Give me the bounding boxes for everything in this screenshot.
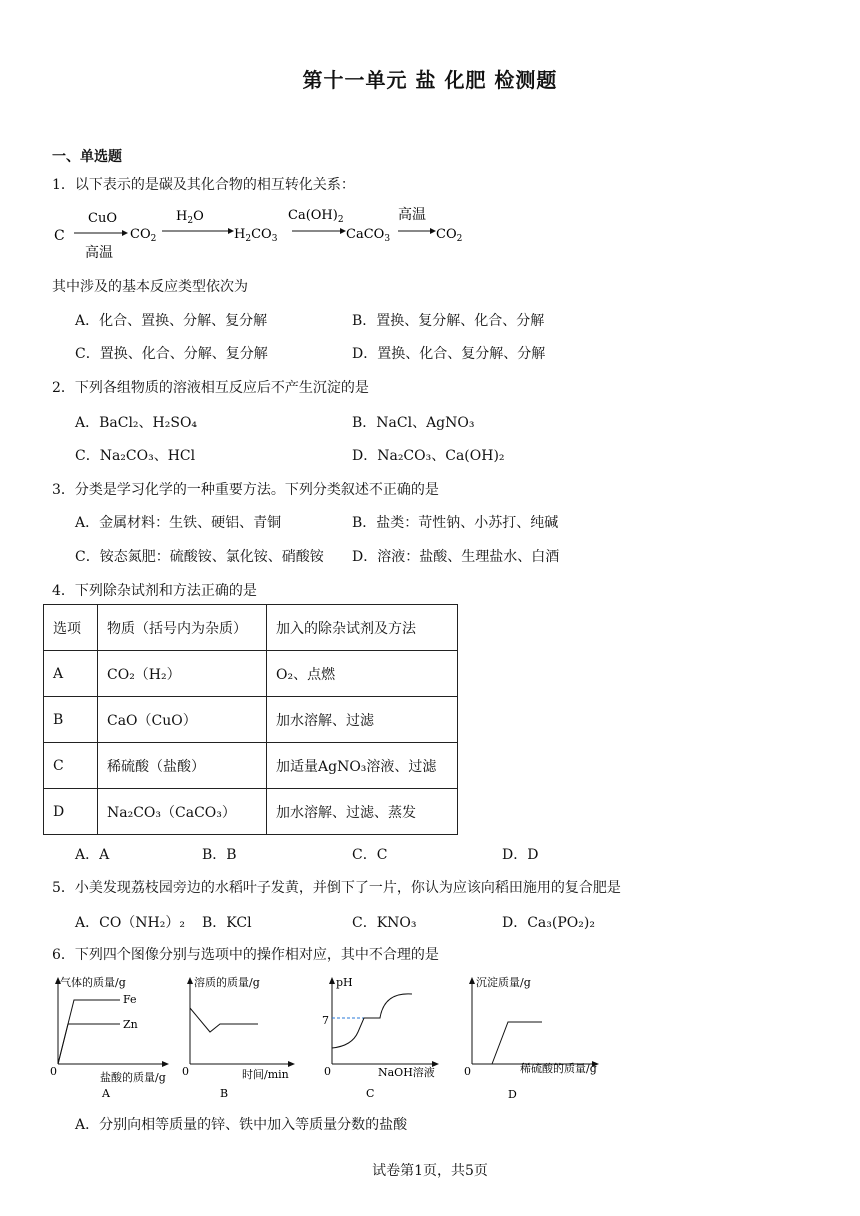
svg-text:H2CO3: $H_2CO_3$ xyxy=(234,227,278,244)
graph-c-ylabel: pH xyxy=(336,976,353,989)
chain-caoh2: Ca(OH) xyxy=(288,208,338,223)
graph-a-fe-label: Fe xyxy=(123,993,137,1006)
table-cell: O₂、点燃 xyxy=(267,651,458,697)
table-cell: 稀硫酸（盐酸） xyxy=(98,743,267,789)
graph-b xyxy=(180,972,300,1102)
q1-option-a[interactable]: A．化合、置换、分解、复分解 xyxy=(75,313,268,329)
q1-option-b[interactable]: B．置换、复分解、化合、分解 xyxy=(352,313,545,329)
chain-c: C xyxy=(54,228,65,244)
q3-option-d[interactable]: D．溶液：盐酸、生理盐水、白酒 xyxy=(352,549,560,565)
q2-option-a[interactable]: A．BaCl₂、H₂SO₄ xyxy=(75,415,198,431)
svg-text:CO2: $CO_2$ xyxy=(130,227,157,244)
graph-c-tick-7: 7 xyxy=(322,1014,329,1027)
chain-caco3: CaCO xyxy=(346,227,385,242)
q2-option-c[interactable]: C．Na₂CO₃、HCl xyxy=(75,448,196,464)
graph-c xyxy=(322,972,442,1102)
graph-a-xlabel: 盐酸的质量/g xyxy=(100,1071,166,1084)
chain-gaowen-1: 高温 xyxy=(85,245,113,261)
graph-b-origin: 0 xyxy=(182,1065,189,1078)
table-cell: Na₂CO₃（CaCO₃） xyxy=(98,789,267,835)
q2-option-d[interactable]: D．Na₂CO₃、Ca(OH)₂ xyxy=(352,448,505,464)
table-cell: 加适量AgNO₃溶液、过滤 xyxy=(267,743,458,789)
q5-option-a[interactable]: A．CO（NH₂）₂ xyxy=(75,915,185,931)
q5-option-c[interactable]: C．KNO₃ xyxy=(352,915,417,931)
table-cell: D xyxy=(44,789,98,835)
graph-b-ylabel: 溶质的质量/g xyxy=(194,976,260,989)
graph-c-xlabel: NaOH溶液 xyxy=(378,1066,435,1079)
page-footer: 试卷第1页，共5页 xyxy=(372,1163,488,1179)
question-2-stem: 2．下列各组物质的溶液相互反应后不产生沉淀的是 xyxy=(52,380,369,396)
q4-option-c[interactable]: C．C xyxy=(352,847,388,863)
chain-co2-a: CO xyxy=(130,227,151,242)
graph-d-origin: 0 xyxy=(464,1065,471,1078)
svg-text:CO2: $CO_2$ xyxy=(436,227,463,244)
table-cell: 加水溶解、过滤 xyxy=(267,697,458,743)
graph-c-origin: 0 xyxy=(324,1065,331,1078)
graph-a-origin: 0 xyxy=(50,1065,57,1078)
table-row xyxy=(44,789,458,835)
graph-b-caption: B xyxy=(220,1087,229,1100)
table-cell: CaO（CuO） xyxy=(98,697,267,743)
chain-h2o: H xyxy=(176,209,188,224)
table-header-cell: 选项 xyxy=(44,605,98,651)
q4-option-a[interactable]: A．A xyxy=(75,847,110,863)
table-cell: A xyxy=(44,651,98,697)
table-row xyxy=(44,651,458,697)
question-5-stem: 5．小美发现荔枝园旁边的水稻叶子发黄，并倒下了一片，你认为应该向稻田施用的复合肥是 xyxy=(52,880,621,896)
purification-table xyxy=(43,604,458,835)
table-row xyxy=(44,743,458,789)
graph-d-ylabel: 沉淀质量/g xyxy=(476,976,531,989)
q4-option-d[interactable]: D．D xyxy=(502,847,539,863)
graph-a xyxy=(48,972,183,1102)
table-cell: B xyxy=(44,697,98,743)
question-4-stem: 4．下列除杂试剂和方法正确的是 xyxy=(52,583,257,599)
graph-d xyxy=(462,972,607,1102)
table-row xyxy=(44,697,458,743)
q3-option-b[interactable]: B．盐类：苛性钠、小苏打、纯碱 xyxy=(352,515,559,531)
chain-cuo: CuO xyxy=(88,211,117,226)
q5-option-b[interactable]: B．KCl xyxy=(202,915,252,931)
q2-option-b[interactable]: B．NaCl、AgNO₃ xyxy=(352,415,475,431)
q3-option-a[interactable]: A．金属材料：生铁、硬铝、青铜 xyxy=(75,515,282,531)
svg-text:Ca(OH)2: $Ca(OH)_2$ xyxy=(288,208,344,225)
q4-option-b[interactable]: B．B xyxy=(202,847,237,863)
table-cell: C xyxy=(44,743,98,789)
graph-d-xlabel: 稀硫酸的质量/g xyxy=(520,1062,597,1075)
question-1-after: 其中涉及的基本反应类型依次为 xyxy=(52,279,248,295)
graph-a-zn-label: Zn xyxy=(123,1018,138,1031)
table-header-row xyxy=(44,605,458,651)
reaction-chain-diagram xyxy=(52,200,472,264)
q1-option-d[interactable]: D．置换、化合、复分解、分解 xyxy=(352,346,546,362)
chain-co2-b: CO xyxy=(436,227,457,242)
q3-option-c[interactable]: C．铵态氮肥：硫酸铵、氯化铵、硝酸铵 xyxy=(75,549,324,565)
page-title: 第十一单元 盐 化肥 检测题 xyxy=(302,68,558,92)
table-header-cell: 加入的除杂试剂及方法 xyxy=(267,605,458,651)
q6-option-a[interactable]: A．分别向相等质量的锌、铁中加入等质量分数的盐酸 xyxy=(75,1117,408,1133)
question-6-stem: 6．下列四个图像分别与选项中的操作相对应，其中不合理的是 xyxy=(52,947,439,963)
table-header-cell: 物质（括号内为杂质） xyxy=(98,605,267,651)
graph-d-caption: D xyxy=(508,1088,517,1101)
graph-b-xlabel: 时间/min xyxy=(242,1068,289,1081)
graph-a-ylabel: 气体的质量/g xyxy=(60,976,126,989)
q1-option-c[interactable]: C．置换、化合、分解、复分解 xyxy=(75,346,268,362)
graph-a-caption: A xyxy=(102,1087,110,1100)
svg-text:CaCO3: CaCO$_3$ xyxy=(346,227,391,244)
svg-text:H2O: $H_2O$ xyxy=(176,209,204,226)
question-1-stem: 1．以下表示的是碳及其化合物的相互转化关系： xyxy=(52,177,355,193)
section-heading: 一、单选题 xyxy=(52,149,122,165)
q5-option-d[interactable]: D．Ca₃(PO₂)₂ xyxy=(502,915,595,931)
chain-h2co3: H xyxy=(234,227,246,242)
chain-gaowen-2: 高温 xyxy=(398,207,426,223)
table-cell: 加水溶解、过滤、蒸发 xyxy=(267,789,458,835)
graph-c-caption: C xyxy=(366,1087,375,1100)
table-cell: CO₂（H₂） xyxy=(98,651,267,697)
question-3-stem: 3．分类是学习化学的一种重要方法。下列分类叙述不正确的是 xyxy=(52,482,439,498)
